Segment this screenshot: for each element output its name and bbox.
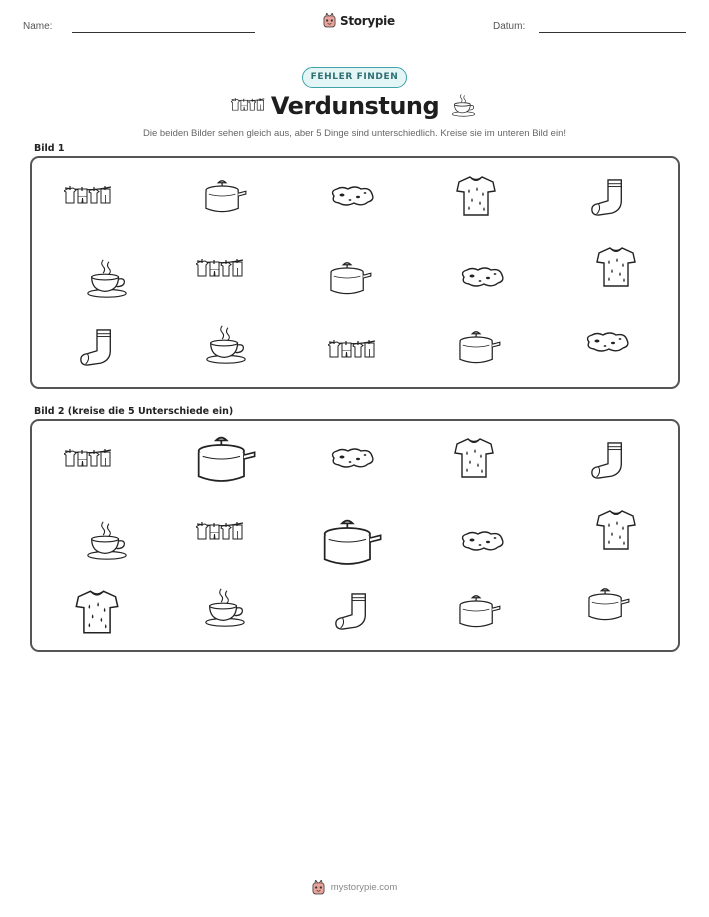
brand-name: Storypie (340, 13, 395, 28)
date-line[interactable] (539, 32, 686, 33)
tshirt-icon (596, 508, 636, 552)
teacup-icon (203, 322, 249, 366)
tshirt-icon (456, 174, 496, 218)
footer-site: mystorypie.com (330, 882, 398, 893)
name-line[interactable] (72, 32, 255, 33)
pot-icon[interactable] (318, 515, 382, 569)
clothesline-icon (64, 183, 112, 207)
storypie-logo-icon (323, 13, 336, 28)
tshirt-icon (596, 245, 636, 289)
footer (0, 880, 709, 895)
puddle-icon (458, 529, 506, 553)
teacup-deco-icon (450, 92, 477, 118)
sock-icon (589, 178, 627, 216)
sock-icon[interactable] (333, 592, 371, 630)
puddle-icon (328, 184, 376, 208)
teacup-icon (202, 585, 248, 629)
picture-1-label: Bild 1 (34, 143, 65, 154)
instructions: Die beiden Bilder sehen gleich aus, aber 5 Dinge sind unterschiedlich. Kreise sie im unteren Bild ein! (143, 128, 566, 139)
clothesline-icon (196, 519, 244, 543)
pot-icon (455, 592, 501, 630)
sock-icon (589, 441, 627, 479)
brand (323, 13, 395, 28)
teacup-icon (84, 256, 130, 300)
clothesline-icon (328, 337, 376, 361)
picture-2-label: Bild 2 (kreise die 5 Unterschiede ein) (34, 406, 234, 417)
page-title: Verdunstung (270, 92, 440, 120)
clothesline-icon (64, 446, 112, 470)
puddle-icon (328, 446, 376, 470)
sock-icon (78, 328, 116, 366)
tshirt-icon[interactable] (75, 588, 119, 636)
pot-icon[interactable] (192, 432, 256, 486)
pot-icon[interactable] (584, 585, 630, 623)
pot-icon (201, 177, 247, 215)
clothesline-deco-icon (231, 96, 265, 113)
pot-icon (326, 259, 372, 297)
clothesline-icon (196, 256, 244, 280)
tshirt-icon (454, 436, 494, 480)
puddle-icon (458, 265, 506, 289)
activity-badge: FEHLER FINDEN (302, 67, 407, 88)
puddle-icon (583, 330, 631, 354)
pot-icon (455, 328, 501, 366)
date-label: Datum: (493, 21, 526, 32)
storypie-logo-icon (312, 880, 325, 895)
name-label: Name: (23, 21, 53, 32)
teacup-icon (84, 518, 130, 562)
